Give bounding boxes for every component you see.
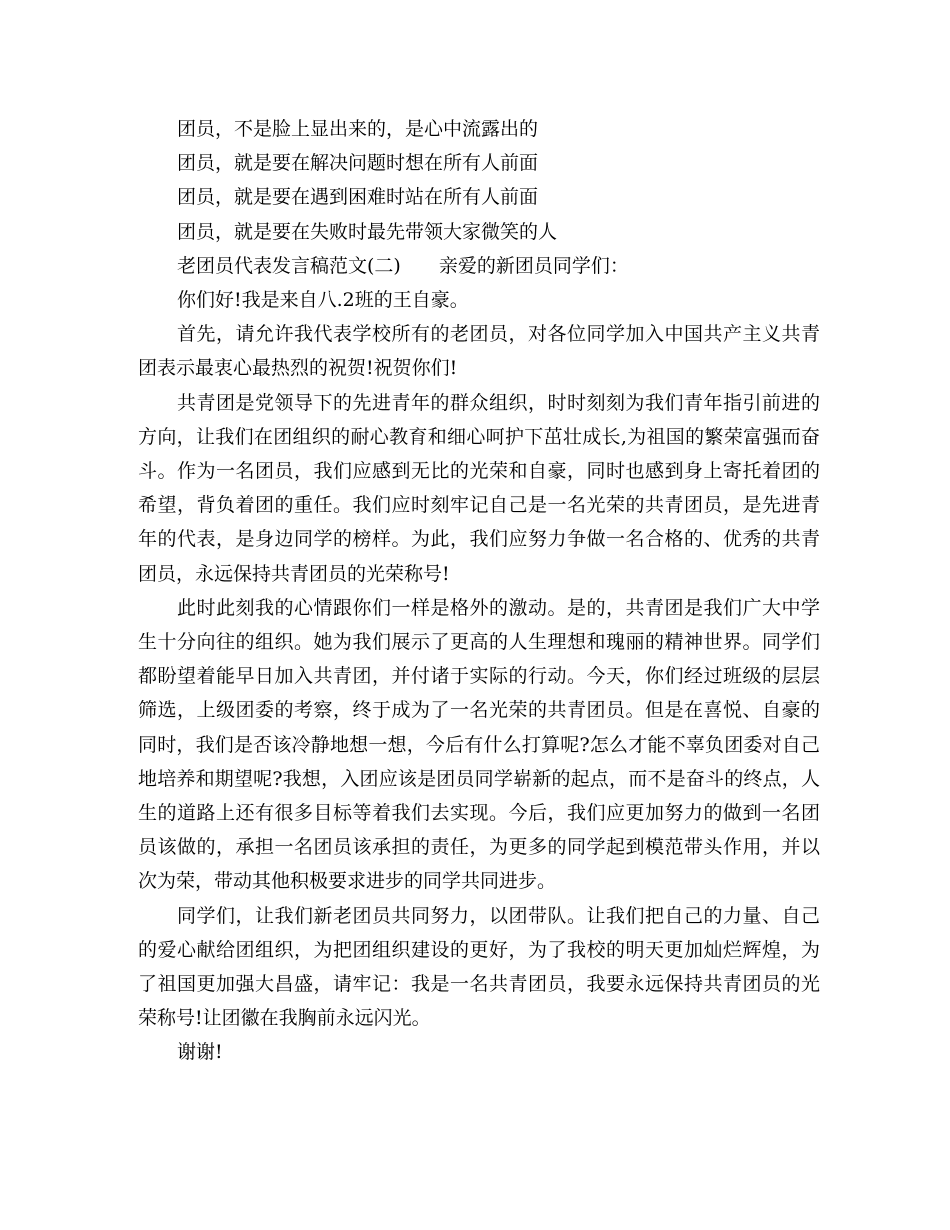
paragraph: 此时此刻我的心情跟你们一样是格外的激动。是的，共青团是我们广大中学生十分向往的组织。她为我们展示了更高的人生理想和瑰丽的精神世界。同学们都盼望着能早日加入共青团，并付诸于实际的行动。今天，你们经过班级的层层筛选，上级团委的考察，终于成为了一名光荣的共青团员。但是在喜悦、自豪的同时，我们是否该冷静地想一想，今后有什么打算呢?怎么才能不辜负团委对自己地培养和期望呢?我想，入团应该是团员同学崭新的起点，而不是奋斗的终点，人生的道路上还有很多目标等着我们去实现。今后，我们应更加努力的做到一名团员该做的，承担一名团员该承担的责任，为更多的同学起到模范带头作用，并以次为荣，带动其他积极要求进步的同学共同进步。	[138, 596, 820, 893]
title-line	[138, 249, 820, 283]
paragraph: 共青团是党领导下的先进青年的群众组织，时时刻刻为我们青年指引前进的方向，让我们在团组织的耐心教育和细心呵护下茁壮成长,为祖国的繁荣富强而奋斗。作为一名团员，我们应感到无比的光荣和自豪，同时也感到身上寄托着团的希望，背负着团的重任。我们应时刻牢记自己是一名光荣的共青团员，是先进青年的代表，是身边同学的榜样。为此，我们应努力争做一名合格的、优秀的共青团员，永远保持共青团员的光荣称号!	[138, 391, 820, 585]
paragraph: 首先，请允许我代表学校所有的老团员，对各位同学加入中国共产主义共青团表示最衷心最热烈的祝贺!祝贺你们!	[138, 323, 820, 380]
greeting: 你们好!我是来自八.2班的王自豪。	[177, 289, 469, 312]
paragraph: 同学们，让我们新老团员共同努力，以团带队。让我们把自己的力量、自己的爱心献给团组织，为把团组织建设的更好，为了我校的明天更加灿烂辉煌，为了祖国更加强大昌盛，请牢记：我是一名共青团员，我要永远保持共青团员的光荣称号!让团徽在我胸前永远闪光。	[138, 904, 820, 1030]
text-line: 团员，就是要在解决问题时想在所有人前面	[177, 152, 539, 175]
text-line: 团员，就是要在遇到困难时站在所有人前面	[177, 186, 539, 209]
text-line: 团员，不是脸上显出来的，是心中流露出的	[177, 118, 539, 140]
text-line: 团员，就是要在失败时最先带领大家微笑的人	[177, 220, 558, 243]
salutation: 亲爱的新团员同学们：	[438, 254, 629, 277]
closing: 谢谢!	[177, 1041, 223, 1064]
document-title: 老团员代表发言稿范文(二)	[177, 254, 401, 277]
document-body	[138, 112, 820, 1070]
